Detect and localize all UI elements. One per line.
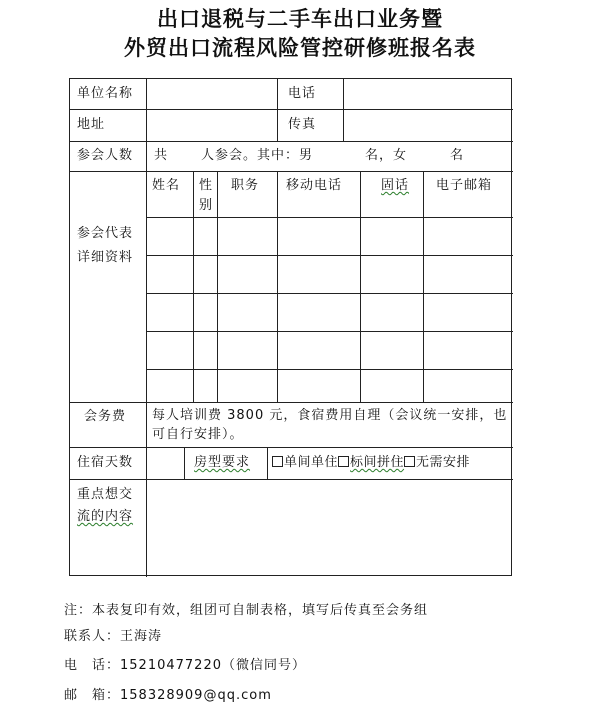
attendees-text-3: 名，女: [365, 148, 408, 163]
rep-data-row[interactable]: [147, 332, 512, 369]
attendees-text-4: 名: [450, 148, 465, 163]
column-landline: 固话: [381, 178, 410, 193]
exchange-content-field[interactable]: [147, 480, 512, 576]
exchange-label-1: 重点想交: [77, 487, 134, 502]
room-type-label-text: 房型要求: [194, 455, 251, 470]
footer-phone-label: 电 话：: [64, 658, 121, 673]
no-room-checkbox[interactable]: [404, 456, 415, 467]
rep-data-row[interactable]: [147, 218, 512, 255]
room-option-shared: 标间拼住: [350, 455, 405, 470]
title-line-2: 外贸出口流程风险管控研修班报名表: [124, 35, 476, 60]
footer-phone-value: 15210477220（微信同号）: [120, 658, 306, 673]
footer-phone: [64, 654, 306, 673]
address-label: 地址: [77, 117, 106, 132]
room-option-single: 单间单住: [284, 455, 339, 470]
fax-label: 传真: [288, 117, 317, 132]
rep-data-row[interactable]: [147, 256, 512, 293]
attendees-label: 参会人数: [77, 148, 134, 163]
footer-email-label: 邮 箱：: [64, 688, 121, 703]
exchange-label-2: 流的内容: [77, 509, 134, 524]
fee-label: 会务费: [84, 409, 127, 424]
footer-note: 注：本表复印有效，组团可自制表格，填写后传真至会务组: [64, 603, 429, 618]
room-option-none: 无需安排: [416, 455, 471, 470]
single-room-checkbox[interactable]: [272, 456, 283, 467]
unit-name-label: 单位名称: [77, 86, 134, 101]
lodging-days-label: 住宿天数: [77, 455, 134, 470]
shared-room-checkbox[interactable]: [338, 456, 349, 467]
column-gender-2: 别: [199, 198, 214, 213]
phone-label: 电话: [288, 86, 317, 101]
footer-contact: 联系人：王海涛: [64, 629, 163, 644]
footer-email-value: 158328909@qq.com: [120, 688, 272, 703]
rep-details-label-2: 详细资料: [77, 250, 134, 265]
room-options: [272, 455, 470, 471]
rep-details-label-1: 参会代表: [77, 226, 134, 241]
attendees-text-1: 共: [154, 148, 169, 163]
column-position: 职务: [231, 178, 260, 193]
room-type-label: [194, 455, 250, 471]
footer-email: [64, 684, 272, 703]
column-email: 电子邮箱: [436, 178, 493, 193]
fee-text: 每人培训费 3800 元，食宿费用自理（会议统一安排，也可自行安排）。: [152, 408, 508, 442]
column-gender-1: 性: [199, 178, 214, 193]
column-name: 姓名: [152, 178, 181, 193]
rep-data-row[interactable]: [147, 370, 512, 402]
title-line-1: 出口退税与二手车出口业务暨: [157, 6, 443, 31]
registration-form-table: [69, 78, 512, 576]
rep-data-row[interactable]: [147, 294, 512, 331]
column-mobile: 移动电话: [286, 178, 343, 193]
attendees-text-2: 人参会。其中：男: [201, 148, 314, 163]
